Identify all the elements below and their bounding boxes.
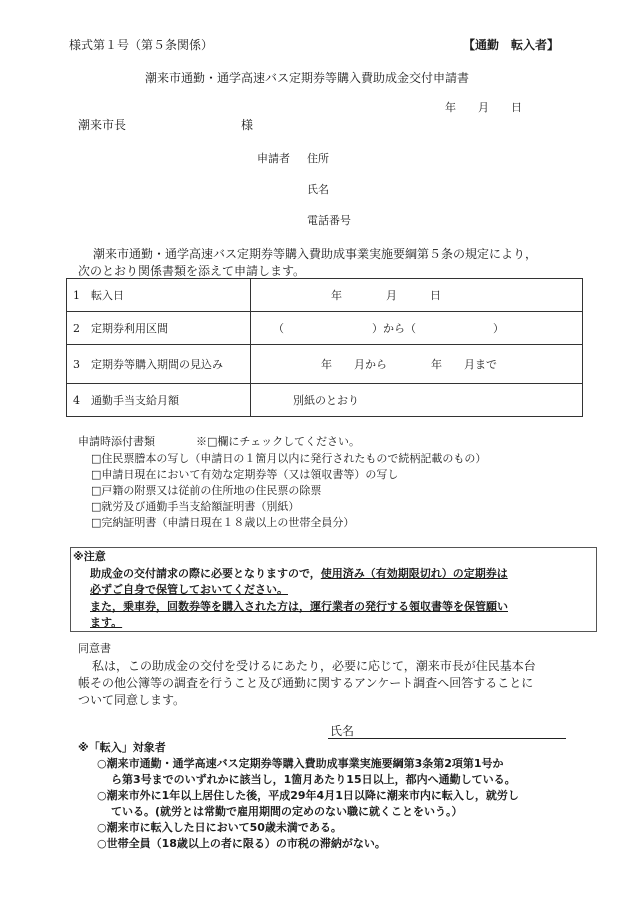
phone-label: 電話番号	[307, 214, 351, 227]
signature-line[interactable]	[328, 737, 566, 739]
attachment-checkbox-item[interactable]: □就労及び通勤手当支給額証明書（別紙）	[91, 500, 300, 513]
form-number: 様式第１号（第５条関係）	[69, 38, 214, 52]
row-label: 1 転入日	[67, 279, 251, 312]
consent-name-label: 氏名	[330, 724, 355, 738]
notice-line-2: 必ずご自身で保管しておいてください。	[90, 583, 288, 596]
notice-line-1	[90, 565, 508, 581]
addressee: 潮来市長	[78, 118, 127, 132]
intro-line-2: 次のとおり関係書類を添えて申請します。	[78, 264, 306, 278]
row-value[interactable]: （ ）から（ ）	[251, 312, 583, 345]
table-row	[67, 345, 583, 384]
row-value: 別紙のとおり	[251, 384, 583, 417]
application-table	[66, 278, 583, 417]
notice-heading: ※注意	[73, 550, 106, 563]
notice-line-1-underlined: 使用済み（有効期限切れ）の定期券は	[320, 567, 508, 580]
row-label: 3 定期券等購入期間の見込み	[67, 345, 251, 384]
eligibility-item: ○潮来市に転入した日において50歳未満である。	[97, 821, 342, 834]
consent-line-2: 帳その他公簿等の調査を行うこと及び通勤に関するアンケート調査へ回答することに	[78, 676, 534, 690]
notice-line-3: また，乗車券，回数券等を購入された方は，運行業者の発行する領収書等を保管願い	[90, 600, 508, 613]
attachment-checkbox-item[interactable]: □完納証明書（申請日現在１８歳以上の世帯全員分）	[91, 516, 355, 529]
page-title: 潮来市通勤・通学高速バス定期券等購入費助成金交付申請書	[145, 71, 470, 85]
attachments-heading: 申請時添付書類	[78, 435, 155, 448]
date-line: 年 月 日	[445, 101, 522, 114]
attachment-checkbox-item[interactable]: □申請日現在において有効な定期券等（又は領収書等）の写し	[91, 468, 399, 481]
table-row	[67, 384, 583, 417]
eligibility-item: ○潮来市外に1年以上居住した後，平成29年4月1日以降に潮来市内に転入し，就労し	[97, 789, 519, 802]
notice-line-4: ます。	[90, 616, 123, 629]
row-label: 4 通勤手当支給月額	[67, 384, 251, 417]
table-row	[67, 279, 583, 312]
address-label: 住所	[307, 152, 329, 165]
eligibility-heading: ※「転入」対象者	[78, 741, 166, 754]
consent-heading: 同意書	[78, 642, 111, 655]
eligibility-item-cont: ら第3号までのいずれかに該当し，1箇月あたり15日以上，都内へ通勤している。	[111, 773, 516, 786]
intro-line-1: 潮来市通勤・通学高速バス定期券等購入費助成事業実施要綱第５条の規定により，	[93, 247, 538, 261]
eligibility-item: ○世帯全員（18歳以上の者に限る）の市税の滞納がない。	[97, 837, 386, 850]
row-value[interactable]: 年 月から 年 月まで	[251, 345, 583, 384]
applicant-label: 申請者	[257, 152, 290, 165]
consent-line-1: 私は，この助成金の交付を受けるにあたり，必要に応じて，潮来市長が住民基本台	[92, 659, 536, 673]
eligibility-item: ○潮来市通勤・通学高速バス定期券等購入費助成事業実施要綱第3条第2項第1号か	[97, 757, 504, 770]
eligibility-item-cont: ている。(就労とは常勤で雇用期間の定めのない職に就くことをいう。）	[111, 805, 463, 818]
row-value[interactable]: 年 月 日	[251, 279, 583, 312]
notice-line-1-plain: 助成金の交付請求の際に必要となりますので，	[90, 567, 321, 580]
name-label: 氏名	[307, 183, 329, 196]
honorific: 様	[241, 118, 254, 132]
attachment-checkbox-item[interactable]: □戸籍の附票又は従前の住所地の住民票の除票	[91, 484, 322, 497]
consent-line-3: ついて同意します。	[78, 693, 186, 707]
category-label: 【通勤 転入者】	[463, 38, 560, 52]
table-row	[67, 312, 583, 345]
row-label: 2 定期券利用区間	[67, 312, 251, 345]
attachment-checkbox-item[interactable]: □住民票謄本の写し（申請日の１箇月以内に発行されたもので続柄記載のもの）	[91, 452, 487, 465]
attachments-instruction: ※□欄にチェックしてください。	[196, 435, 361, 448]
